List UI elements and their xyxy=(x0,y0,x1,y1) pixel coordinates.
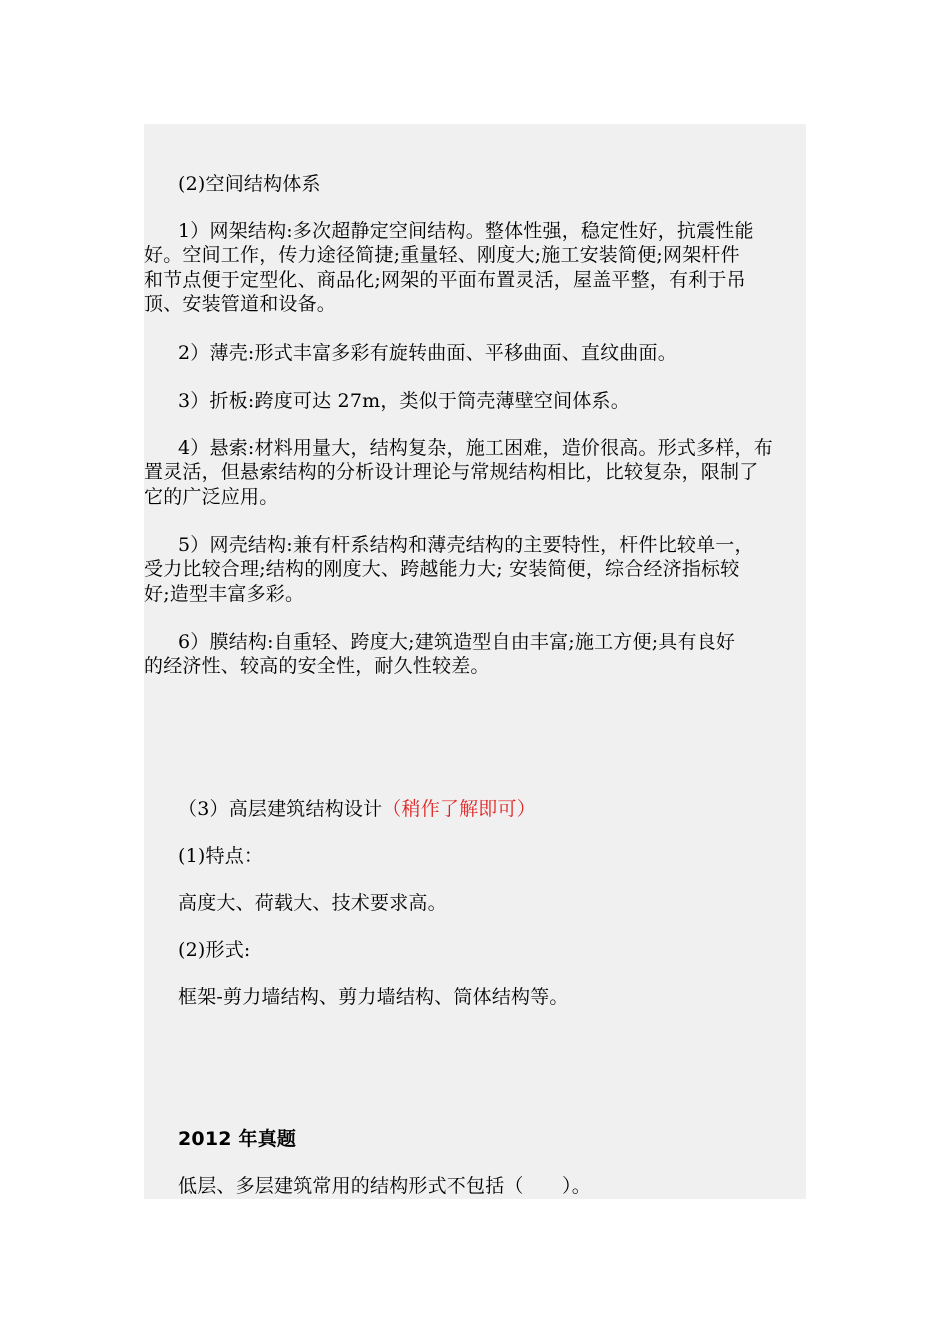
paragraph-reticulated-shell-line-2: 受力比较合理;结构的刚度大、跨越能力大; 安装简便，综合经济指标较 xyxy=(144,558,740,580)
exam-title: 2012 年真题 xyxy=(178,1128,297,1150)
paragraph-space-frame-line-1: 1）网架结构:多次超静定空间结构。整体性强，稳定性好，抗震性能 xyxy=(178,220,754,242)
exam-question: 低层、多层建筑常用的结构形式不包括（ ）。 xyxy=(178,1175,591,1197)
section-heading-space-structure: (2)空间结构体系 xyxy=(178,173,321,195)
section-heading-highrise xyxy=(144,797,806,821)
highrise-feature-label: (1)特点： xyxy=(178,845,264,867)
paragraph-suspension-line-3: 它的广泛应用。 xyxy=(144,486,279,508)
highrise-heading-note: （稍作了解即可） xyxy=(382,798,536,820)
paragraph-suspension-line-1: 4）悬索:材料用量大，结构复杂，施工困难，造价很高。形式多样，布 xyxy=(178,437,773,459)
paragraph-space-frame-line-2: 好。空间工作，传力途径简捷;重量轻、刚度大;施工安装简便;网架杆件 xyxy=(144,244,740,266)
paragraph-reticulated-shell-line-1: 5）网壳结构:兼有杆系结构和薄壳结构的主要特性，杆件比较单一， xyxy=(178,534,754,556)
paragraph-thin-shell: 2）薄壳:形式丰富多彩有旋转曲面、平移曲面、直纹曲面。 xyxy=(178,342,677,364)
paragraph-reticulated-shell-line-3: 好;造型丰富多彩。 xyxy=(144,583,305,605)
paragraph-space-frame-line-3: 和节点便于定型化、商品化;网架的平面布置灵活，屋盖平整，有利于吊 xyxy=(144,269,746,291)
paragraph-suspension-line-2: 置灵活，但悬索结构的分析设计理论与常规结构相比，比较复杂，限制了 xyxy=(144,461,759,483)
paragraph-membrane-line-2: 的经济性、较高的安全性，耐久性较差。 xyxy=(144,655,490,677)
paragraph-space-frame-line-4: 顶、安装管道和设备。 xyxy=(144,293,337,315)
highrise-heading-text: （3）高层建筑结构设计 xyxy=(178,798,383,820)
highrise-form-label: (2)形式: xyxy=(178,939,251,961)
paragraph-membrane-line-1: 6）膜结构:自重轻、跨度大;建筑造型自由丰富;施工方便;具有良好 xyxy=(178,631,736,653)
highrise-feature-text: 高度大、荷载大、技术要求高。 xyxy=(178,892,447,914)
highrise-form-text: 框架-剪力墙结构、剪力墙结构、筒体结构等。 xyxy=(178,986,569,1008)
paragraph-folded-plate: 3）折板:跨度可达 27m，类似于筒壳薄壁空间体系。 xyxy=(178,390,630,412)
